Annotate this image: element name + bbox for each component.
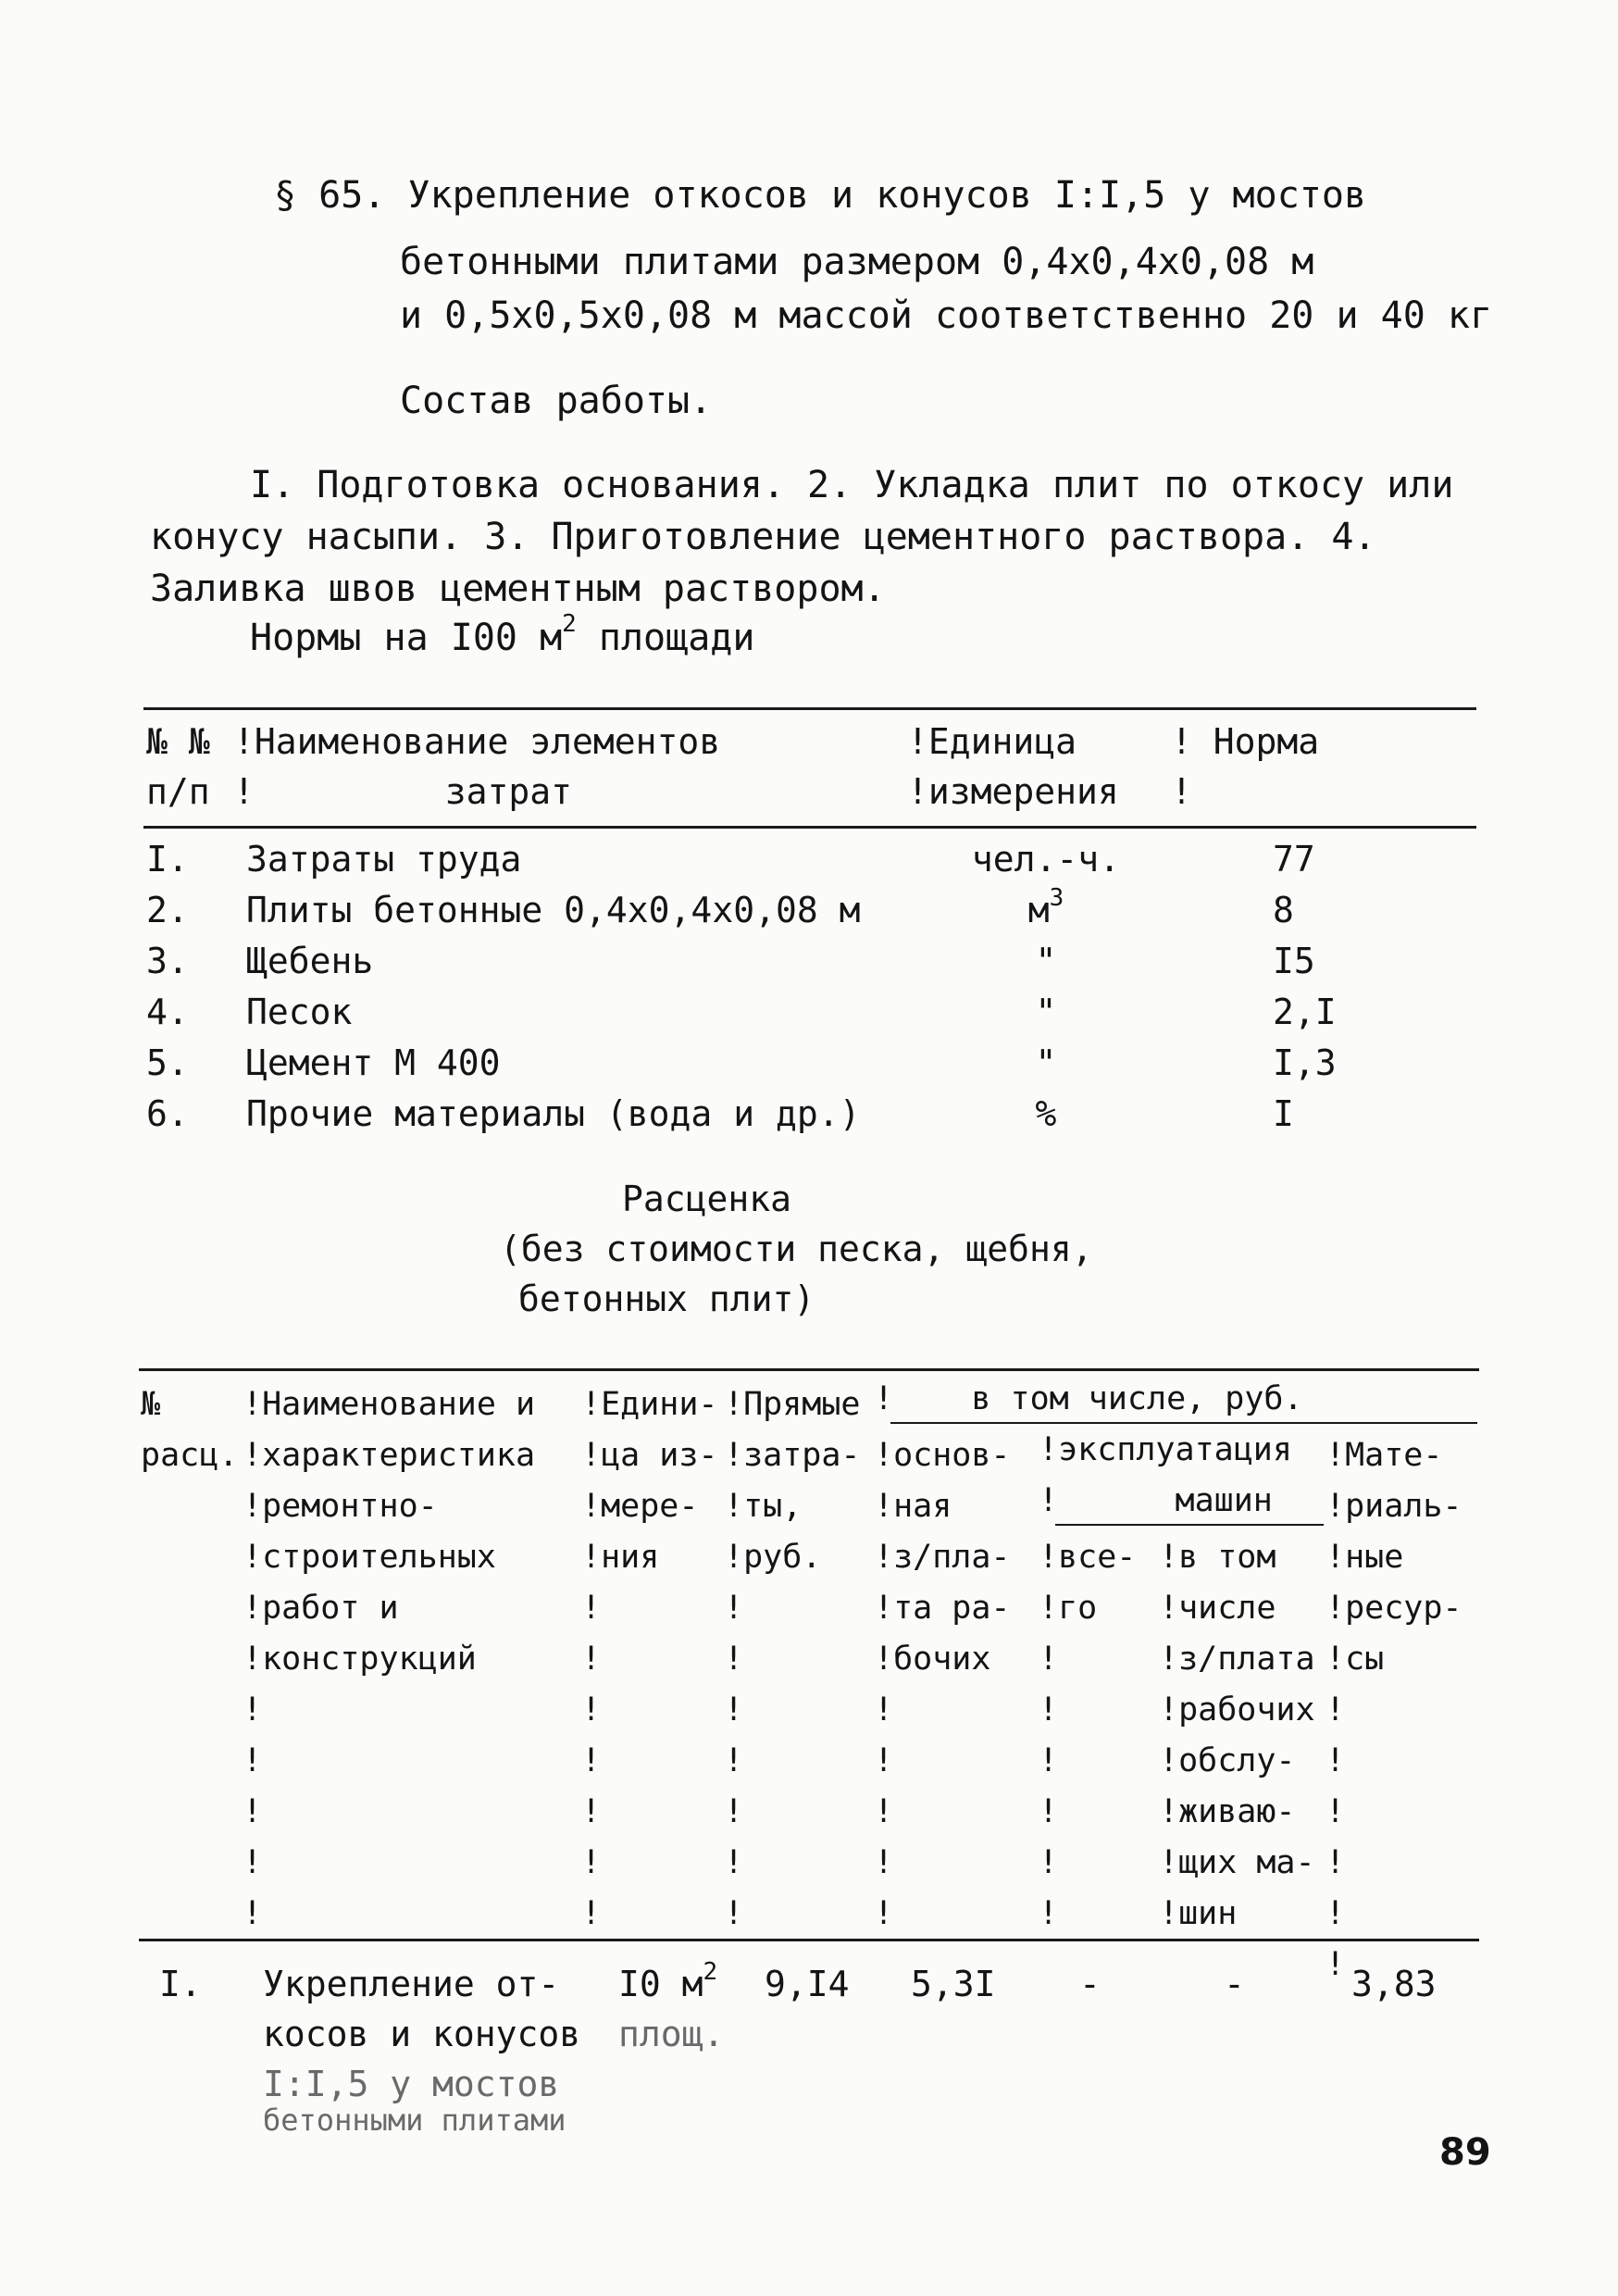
norms-caption: Нормы на I00 $м^2$ площади <box>250 610 755 659</box>
rates-header-description: !Наименование и !характеристика !ремонтно- !строительных !работ и !конструкций ! ! ! ! ! <box>243 1386 536 1932</box>
rates-header-machines-total: !все- !го ! ! ! ! ! ! <box>1039 1539 1137 1932</box>
rates-row-direct-costs: 9,I4 <box>765 1964 850 2004</box>
norms-row-name: Цемент М 400 <box>246 1042 501 1083</box>
norms-row-norm: I5 <box>1273 941 1315 981</box>
norms-row-num: I. <box>146 839 189 880</box>
rates-table-top-rule <box>139 1368 1479 1371</box>
rates-header-machine-operation: !эксплуатация <box>1039 1431 1292 1468</box>
norms-row-name: Затраты труда <box>246 839 522 880</box>
norms-row-name: Песок <box>246 992 353 1032</box>
norms-table-top-rule <box>143 707 1476 710</box>
norms-row-name: Плиты бетонные 0,4х0,4х0,08 м <box>246 890 861 930</box>
rates-row-machines-total: - <box>1079 1964 1101 2004</box>
rates-row-unit-2: площ. <box>618 2014 725 2054</box>
rates-header-direct-costs: !Прямые !затра- !ты, !руб. ! ! ! ! ! ! ! <box>724 1386 861 1932</box>
rates-header-machines: ! машин <box>1039 1482 1273 1519</box>
rates-header-including: ! в том числе, руб. <box>874 1380 1303 1417</box>
rates-header-num: № расц. <box>141 1386 239 1474</box>
rates-title: Расценка <box>622 1179 792 1219</box>
norms-row-num: 2. <box>146 890 189 930</box>
norms-row-unit: $м^3$ <box>1027 884 1064 930</box>
norms-table-header-rule <box>143 826 1476 829</box>
norms-row-unit: " <box>1035 992 1057 1032</box>
section-title: § 65. Укрепление откосов и конусов I:I,5 у мостов <box>274 174 1367 217</box>
norms-header-name-2: ! затрат <box>233 771 573 812</box>
norms-header-norm-1: ! Норма <box>1171 721 1320 762</box>
norms-row-num: 5. <box>146 1042 189 1083</box>
work-description: I. Подготовка основания. 2. Укладка плит по откосу или конусу насыпи. 3. Приготовление цементного раствора. 4. Заливка швов цементным раствором. <box>150 464 1454 610</box>
rates-header-wages: !основ- !ная !з/пла- !та ра- !бочих ! ! ! ! ! <box>874 1437 1011 1932</box>
norms-row-norm: I <box>1273 1093 1294 1134</box>
rates-header-materials: !Мате- !риаль- !ные !ресур- !сы ! ! ! ! ! ! <box>1326 1437 1462 1983</box>
section-title-line3: и 0,5х0,5х0,08 м массой соответственно 20 и 40 кг <box>400 294 1493 337</box>
norms-row-num: 3. <box>146 941 189 981</box>
norms-row-norm: 8 <box>1273 890 1294 930</box>
rates-subtitle-1: (без стоимости песка, щебня, <box>500 1229 1093 1269</box>
rates-row-desc-4: бетонными плитами <box>263 2103 566 2138</box>
norms-row-norm: 77 <box>1273 839 1315 880</box>
rates-header-machines-wages: !в том !числе !з/плата !рабочих !обслу- !живаю- !щих ма- !шин <box>1159 1539 1315 1932</box>
rates-row-machines-wages: - <box>1224 1964 1245 2004</box>
norms-row-unit: чел.-ч. <box>971 839 1121 880</box>
norms-row-name: Щебень <box>246 941 374 981</box>
rates-header-machines-rule <box>1055 1524 1324 1526</box>
rates-row-wages: 5,3I <box>911 1964 996 2004</box>
norms-row-name: Прочие материалы (вода и др.) <box>246 1093 861 1134</box>
norms-row-unit: " <box>1035 1042 1057 1083</box>
norms-header-num-1: № № <box>146 721 210 762</box>
rates-row-unit: I0 $м^2$ <box>618 1958 718 2004</box>
norms-header-name-1: !Наименование элементов <box>233 721 721 762</box>
rates-row-desc-3: I:I,5 у мостов <box>263 2064 560 2104</box>
norms-row-norm: 2,I <box>1273 992 1337 1032</box>
rates-row-num: I. <box>159 1964 202 2004</box>
rates-row-desc-2: косов и конусов <box>263 2014 581 2054</box>
rates-row-desc-1: Укрепление от- <box>263 1964 560 2004</box>
rates-header-including-rule <box>890 1422 1477 1424</box>
norms-row-num: 4. <box>146 992 189 1032</box>
section-title-line2: бетонными плитами размером 0,4х0,4х0,08 м <box>400 241 1314 283</box>
norms-row-num: 6. <box>146 1093 189 1134</box>
rates-header-unit: !Едини- !ца из- !мере- !ния ! ! ! ! ! ! ! <box>581 1386 718 1932</box>
norms-header-num-2: п/п <box>146 771 210 812</box>
norms-header-unit-1: !Единица <box>907 721 1077 762</box>
rates-subtitle-2: бетонных плит) <box>518 1279 815 1319</box>
rates-table-header-rule <box>139 1939 1479 1941</box>
rates-row-materials: 3,83 <box>1351 1964 1437 2004</box>
norms-header-norm-2: ! <box>1171 771 1192 812</box>
page-number: 89 <box>1439 2131 1491 2174</box>
norms-row-unit: % <box>1035 1093 1057 1134</box>
work-heading: Состав работы. <box>400 380 713 422</box>
norms-row-unit: " <box>1035 941 1057 981</box>
norms-row-norm: I,3 <box>1273 1042 1337 1083</box>
norms-header-unit-2: !измерения <box>907 771 1119 812</box>
